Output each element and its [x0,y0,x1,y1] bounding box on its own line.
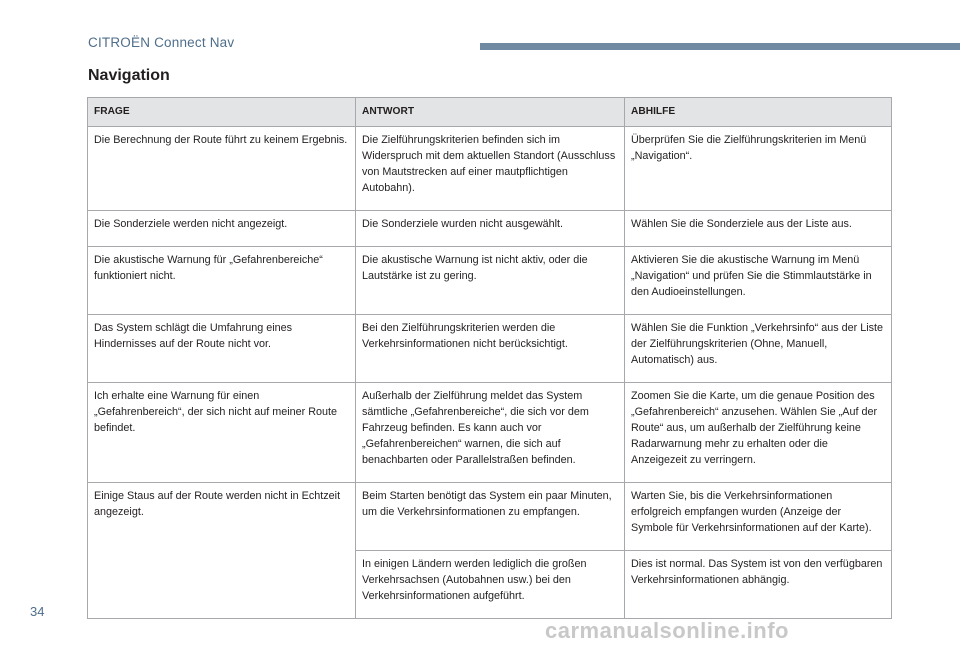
table-row [88,247,892,315]
abhilfe-cell: Überprüfen Sie die Zielführungskriterien im Menü „Navigation“. [625,127,892,211]
abhilfe-cell: Zoomen Sie die Karte, um die genaue Position des „Gefahrenbereich“ anzusehen. Wählen Sie „Auf der Route“ aus, um außerhalb der Zielführung keine Radarwarnung mehr zu erhalten oder die Anzeigezeit zu verringern. [625,383,892,483]
column-header-frage: FRAGE [88,98,356,127]
table-row [88,315,892,383]
page-number: 34 [30,604,45,619]
table-header-row [88,98,892,127]
frage-cell: Ich erhalte eine Warnung für einen „Gefahrenbereich“, der sich nicht auf meiner Route befindet. [88,383,356,483]
header-accent-bar [480,43,960,50]
column-header-abhilfe: ABHILFE [625,98,892,127]
frage-cell: Die Berechnung der Route führt zu keinem Ergebnis. [88,127,356,211]
antwort-cell: Die Sonderziele wurden nicht ausgewählt. [356,211,625,247]
frage-cell: Einige Staus auf der Route werden nicht in Echtzeit angezeigt. [88,483,356,619]
antwort-cell: Beim Starten benötigt das System ein paar Minuten, um die Verkehrsinformationen zu empfangen. [356,483,625,551]
manual-product-label: CITROËN Connect Nav [88,35,235,50]
abhilfe-cell: Dies ist normal. Das System ist von den verfügbaren Verkehrsinformationen abhängig. [625,551,892,619]
abhilfe-cell: Aktivieren Sie die akustische Warnung im Menü „Navigation“ und prüfen Sie die Stimmlautstärke in den Audioeinstellungen. [625,247,892,315]
table-row [88,211,892,247]
antwort-cell: In einigen Ländern werden lediglich die großen Verkehrsachsen (Autobahnen usw.) bei den Verkehrsinformationen aufgeführt. [356,551,625,619]
section-title: Navigation [88,67,170,84]
antwort-cell: Die akustische Warnung ist nicht aktiv, oder die Lautstärke ist zu gering. [356,247,625,315]
column-header-antwort: ANTWORT [356,98,625,127]
frage-cell: Das System schlägt die Umfahrung eines Hindernisses auf der Route nicht vor. [88,315,356,383]
abhilfe-cell: Wählen Sie die Funktion „Verkehrsinfo“ aus der Liste der Zielführungskriterien (Ohne, Manuell, Automatisch) aus. [625,315,892,383]
table-row [88,483,892,551]
frage-cell: Die akustische Warnung für „Gefahrenbereiche“ funktioniert nicht. [88,247,356,315]
abhilfe-cell: Warten Sie, bis die Verkehrsinformationen erfolgreich empfangen wurden (Anzeige der Symbole für Verkehrsinformationen auf der Karte). [625,483,892,551]
frage-cell: Die Sonderziele werden nicht angezeigt. [88,211,356,247]
watermark: carmanualsonline.info [545,618,789,643]
abhilfe-cell: Wählen Sie die Sonderziele aus der Liste aus. [625,211,892,247]
troubleshooting-table [87,97,892,619]
table-row [88,127,892,211]
table-row [88,383,892,483]
antwort-cell: Außerhalb der Zielführung meldet das System sämtliche „Gefahrenbereiche“, die sich vor dem Fahrzeug befinden. Es kann auch vor „Gefahrenbereichen“ warnen, die sich auf benachbarten oder Parallelstraßen befinden. [356,383,625,483]
antwort-cell: Die Zielführungskriterien befinden sich im Widerspruch mit dem aktuellen Standort (Ausschluss von Mautstrecken auf einer mautpflichtigen Autobahn). [356,127,625,211]
antwort-cell: Bei den Zielführungskriterien werden die Verkehrsinformationen nicht berücksichtigt. [356,315,625,383]
